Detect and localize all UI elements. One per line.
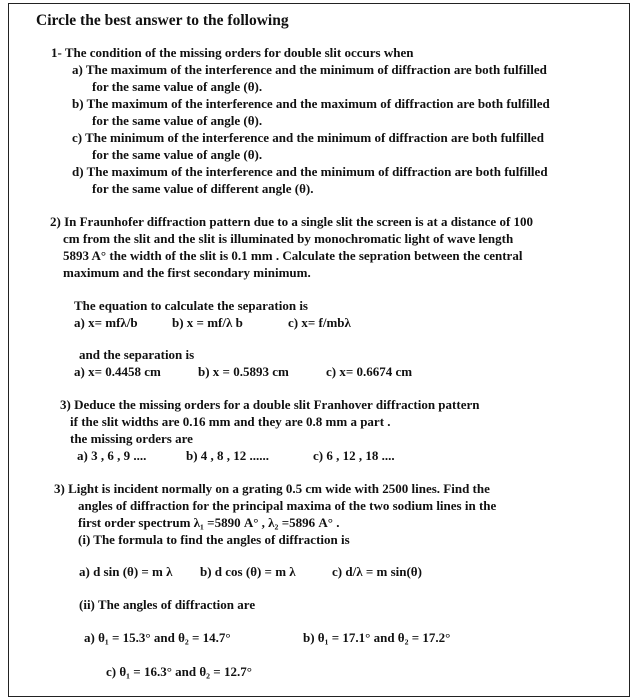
- q4-formula-option-a[interactable]: a) d sin (θ) = m λ: [79, 564, 173, 579]
- q1-option-a[interactable]: a) The maximum of the interference and the minimum of diffraction are both fulfilled: [72, 62, 547, 77]
- q3-option-b[interactable]: b) 4 , 8 , 12 ......: [186, 448, 270, 463]
- q1-option-c[interactable]: c) The minimum of the interference and the minimum of diffraction are both fulfilled: [72, 130, 544, 145]
- q3-option-c[interactable]: c) 6 , 12 , 18 ....: [313, 448, 395, 463]
- page-title: Circle the best answer to the following: [36, 12, 289, 29]
- q3-stem-line-3: the missing orders are: [70, 431, 193, 446]
- q2-stem-line-2: cm from the slit and the slit is illuminated by monochromatic light of wave length: [63, 231, 514, 246]
- q2-stem-line-3: 5893 A° the width of the slit is 0.1 mm . Calculate the sepration between the central: [63, 248, 523, 263]
- q2-stem-line-1: 2) In Fraunhofer diffraction pattern due to a single slit the screen is at a distance of 100: [50, 214, 534, 229]
- q2-separation-option-c[interactable]: c) x= 0.6674 cm: [326, 364, 413, 379]
- q4-angles-option-b[interactable]: b) θ₁ = 17.1° and θ₂ = 17.2°: [303, 630, 451, 645]
- q1-stem: 1- The condition of the missing orders for double slit occurs when: [51, 45, 414, 60]
- q1-option-d[interactable]: d) The maximum of the interference and the minimum of diffraction are both fulfilled: [72, 164, 548, 179]
- q1-option-b-cont: for the same value of angle (θ).: [92, 113, 263, 128]
- q2-equation-option-b[interactable]: b) x = mf/λ b: [172, 315, 243, 330]
- q4-formula-option-c[interactable]: c) d/λ = m sin(θ): [332, 564, 422, 579]
- q3-option-a[interactable]: a) 3 , 6 , 9 ....: [77, 448, 147, 463]
- q1-option-c-cont: for the same value of angle (θ).: [92, 147, 263, 162]
- q3-stem-line-1: 3) Deduce the missing orders for a double slit Franhover diffraction pattern: [60, 397, 480, 412]
- q4-stem-line-1: 3) Light is incident normally on a grating 0.5 cm wide with 2500 lines. Find the: [54, 481, 490, 496]
- q2-equation-option-a[interactable]: a) x= mfλ/b: [74, 315, 138, 330]
- q2-equation-label: The equation to calculate the separation is: [74, 298, 308, 313]
- q4-angles-option-a[interactable]: a) θ₁ = 15.3° and θ₂ = 14.7°: [84, 630, 231, 645]
- q2-stem-line-4: maximum and the first secondary minimum.: [63, 265, 311, 280]
- q1-option-b[interactable]: b) The maximum of the interference and the maximum of diffraction are both fulfilled: [72, 96, 550, 111]
- q1-option-d-cont: for the same value of different angle (θ).: [92, 181, 314, 196]
- q3-stem-line-2: if the slit widths are 0.16 mm and they are 0.8 mm a part .: [70, 414, 391, 429]
- q2-equation-option-c[interactable]: c) x= f/mbλ: [288, 315, 351, 330]
- q4-stem-line-4: (i) The formula to find the angles of diffraction is: [78, 532, 350, 547]
- q4-formula-option-b[interactable]: b) d cos (θ) = m λ: [200, 564, 296, 579]
- q4-angles-option-c[interactable]: c) θ₁ = 16.3° and θ₂ = 12.7°: [106, 664, 252, 679]
- q2-separation-option-a[interactable]: a) x= 0.4458 cm: [74, 364, 161, 379]
- q4-angles-label: (ii) The angles of diffraction are: [79, 597, 256, 612]
- q2-separation-option-b[interactable]: b) x = 0.5893 cm: [198, 364, 289, 379]
- q4-stem-line-2: angles of diffraction for the principal maxima of the two sodium lines in the: [78, 498, 497, 513]
- q4-stem-line-3: first order spectrum λ₁ =5890 A° , λ₂ =5896 A° .: [78, 515, 340, 530]
- q1-option-a-cont: for the same value of angle (θ).: [92, 79, 263, 94]
- q2-separation-label: and the separation is: [79, 347, 195, 362]
